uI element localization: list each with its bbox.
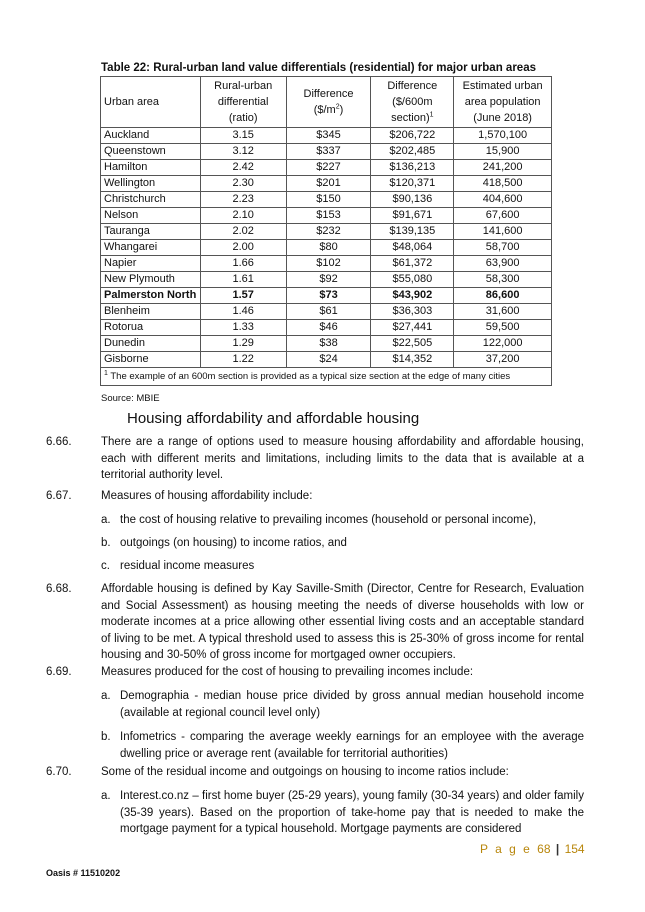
list-item: outgoings (on housing) to income ratios, and bbox=[120, 537, 347, 549]
paragraph-number: 6.68. bbox=[46, 583, 72, 595]
table-row: Nelson 2.10 $153 $91,671 67,600 bbox=[101, 208, 552, 224]
paragraph-6-69: Measures produced for the cost of housing to prevailing incomes include: bbox=[101, 666, 474, 678]
table-row: Auckland 3.15 $345 $206,722 1,570,100 bbox=[101, 128, 552, 144]
header-ratio: Rural-urban differential (ratio) bbox=[200, 77, 286, 128]
list-item: residual income measures bbox=[120, 560, 255, 572]
table-row: Christchurch 2.23 $150 $90,136 404,600 bbox=[101, 192, 552, 208]
table-row: Whangarei 2.00 $80 $48,064 58,700 bbox=[101, 240, 552, 256]
table-footnote: $^1$ The example of an 600m section is provided as a typical size section at the edge of many cities bbox=[101, 368, 552, 386]
table-row: Blenheim 1.46 $61 $36,303 31,600 bbox=[101, 304, 552, 320]
list-item: the cost of housing relative to prevailing incomes (household or personal income), bbox=[120, 514, 537, 526]
list-marker: c. bbox=[101, 560, 110, 572]
table-footnote-row bbox=[101, 368, 552, 386]
table-row: Dunedin 1.29 $38 $22,505 122,000 bbox=[101, 336, 552, 352]
page-number: P a g e 68 | 154 bbox=[480, 842, 585, 856]
paragraph-6-70: Some of the residual income and outgoings on housing to income ratios include: bbox=[101, 766, 509, 778]
paragraph-number: 6.69. bbox=[46, 666, 72, 678]
list-item: Infometrics - comparing the average weekly earnings for an employee with the average dwelling price or average rent (available for territorial authorities) bbox=[120, 731, 584, 760]
table-caption: Table 22: Rural-urban land value differentials (residential) for major urban areas bbox=[101, 62, 536, 74]
table-row: Tauranga 2.02 $232 $139,135 141,600 bbox=[101, 224, 552, 240]
table-row: Napier 1.66 $102 $61,372 63,900 bbox=[101, 256, 552, 272]
table-row: Queenstown 3.12 $337 $202,485 15,900 bbox=[101, 144, 552, 160]
paragraph-number: 6.66. bbox=[46, 436, 72, 448]
table-source: Source: MBIE bbox=[101, 393, 160, 404]
paragraph-number: 6.70. bbox=[46, 766, 72, 778]
paragraph-6-68: Affordable housing is defined by Kay Saville-Smith (Director, Centre for Research, Evaluation and Social Assessment) as housing meeting the needs of diverse households with low or moderate incomes at a price allowing other essential living costs and an acceptable standard of living to be met. A typical threshold used to assess this is 25-30% of gross income for rental housing and 30-50% of gross income for mortgaged owner occupiers. bbox=[101, 583, 584, 661]
paragraph-number: 6.67. bbox=[46, 490, 72, 502]
land-value-table bbox=[100, 76, 552, 386]
table-row: Wellington 2.30 $201 $120,371 418,500 bbox=[101, 176, 552, 192]
paragraph-6-67: Measures of housing affordability include: bbox=[101, 490, 313, 502]
list-marker: a. bbox=[101, 514, 111, 526]
table-row: Gisborne 1.22 $24 $14,352 37,200 bbox=[101, 352, 552, 368]
table-row: New Plymouth 1.61 $92 $55,080 58,300 bbox=[101, 272, 552, 288]
table-header-row bbox=[101, 77, 552, 128]
list-item: Demographia - median house price divided by gross annual median household income (available at regional council level only) bbox=[120, 690, 584, 719]
oasis-reference: Oasis # 11510202 bbox=[46, 868, 121, 878]
list-item: Interest.co.nz – first home buyer (25-29 years), young family (30-34 years) and older family (35-39 years). Based on the proportion of take-home pay that is needed to make the mortgage payment for a typical household. Mortgage payments are considered bbox=[120, 790, 584, 835]
header-difference-600m: Difference ($/600m section)$^1$ bbox=[371, 77, 454, 128]
table-row: Hamilton 2.42 $227 $136,213 241,200 bbox=[101, 160, 552, 176]
section-heading: Housing affordability and affordable housing bbox=[127, 410, 420, 427]
list-marker: a. bbox=[101, 790, 111, 802]
table-row-highlighted: Palmerston North 1.57 $73 $43,902 86,600 bbox=[101, 288, 552, 304]
table-row: Rotorua 1.33 $46 $27,441 59,500 bbox=[101, 320, 552, 336]
header-population: Estimated urban area population (June 2018) bbox=[454, 77, 552, 128]
list-marker: a. bbox=[101, 690, 111, 702]
list-marker: b. bbox=[101, 537, 111, 549]
header-difference-m2: Difference $(\$/m^2)$ bbox=[286, 77, 371, 128]
header-urban-area: Urban area bbox=[101, 77, 201, 128]
paragraph-6-66: There are a range of options used to measure housing affordability and affordable housing, each with different merits and limitations, including limits to the data that is available at a territorial authority level. bbox=[101, 436, 584, 481]
list-marker: b. bbox=[101, 731, 111, 743]
